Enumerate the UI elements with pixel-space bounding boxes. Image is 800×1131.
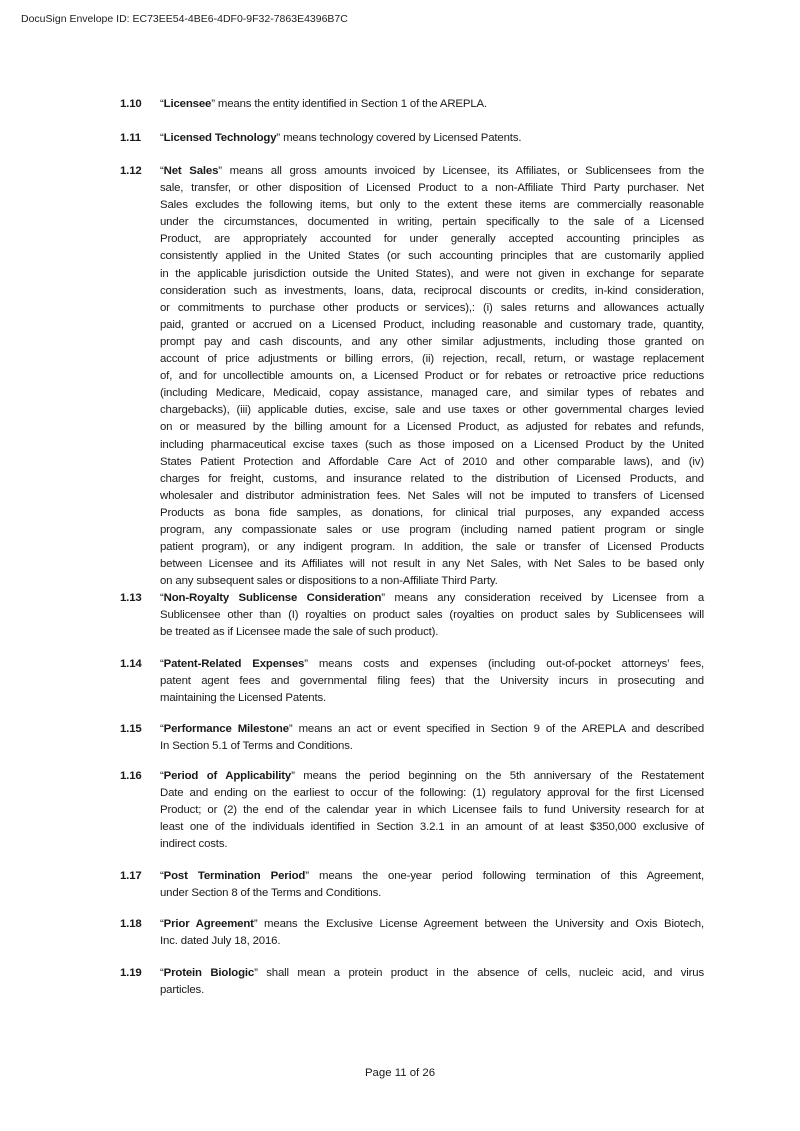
clause-text (160, 721, 704, 755)
clause-line: “Licensee” means the entity identified in Section 1 of the AREPLA. (160, 98, 487, 110)
clause-line: patient program), or any indigent program. In addition, the sale or transfer of Licensed Products (160, 541, 704, 554)
defined-term: Protein Biologic (163, 967, 255, 979)
clause-text (160, 916, 704, 950)
clause-line: be treated as if Licensee made the sale of such product). (160, 626, 439, 639)
clause-number: 1.11 (120, 132, 141, 144)
clause-number: 1.13 (120, 592, 142, 604)
clause-number: 1.16 (120, 770, 142, 782)
clause-line: “Licensed Technology” means technology covered by Licensed Patents. (160, 132, 522, 144)
clause-line: “Period of Applicability” means the period beginning on the 5th anniversary of the Restatement (160, 770, 705, 782)
defined-term: Prior Agreement (163, 918, 254, 930)
clause-line: (including Medicare, Medicaid, copay assistance, managed care, and similar types of rebates and (160, 387, 704, 400)
clause-number: 1.18 (120, 918, 142, 930)
clause-line: on or measured by the billing amount for a Licensed Product, as adjusted for rebates and refunds, (160, 421, 704, 434)
defined-term: Licensed Technology (163, 132, 277, 144)
defined-term: Non-Royalty Sublicense Consideration (163, 592, 382, 604)
defined-term: Post Termination Period (163, 870, 306, 882)
clause-line: Date and ending on the earliest to occur of the following: (1) regulatory approval for the first Licensed (160, 787, 704, 800)
clause-line: maintaining the Licensed Patents. (160, 692, 327, 705)
clause-line: “Net Sales” means all gross amounts invoiced by Licensee, its Affiliates, or Sublicensees from the (160, 165, 705, 177)
clause-number: 1.12 (120, 165, 142, 177)
clause-line: consideration such as investments, loans, data, reciprocal discounts or credits, in-kind consideration, (160, 284, 704, 297)
clause-line: wholesaler and distributor administration fees. Net Sales will not be imputed to transfers of Licensed (160, 489, 704, 502)
clause-line: paid, granted or accrued on a Licensed Product, including reasonable and customary trade, quantity, (160, 318, 704, 331)
clause-text (160, 590, 704, 641)
clause-line: “Performance Milestone” means an act or event specified in Section 9 of the AREPLA and described (160, 723, 705, 735)
clause-number: 1.15 (120, 723, 142, 735)
clause-line: in the applicable jurisdiction outside the United States), and were not given in exchange for separate (160, 267, 704, 280)
defined-term: Net Sales (163, 165, 219, 177)
clause-line: between Licensee and its Affiliates will not result in any Net Sales, with Net Sales to be based only (160, 558, 704, 571)
defined-term: Period of Applicability (163, 770, 292, 782)
clause-line: patent agent fees and governmental filing fees) that the University incurs in prosecuting and (160, 675, 704, 688)
clause-line: “Post Termination Period” means the one-year period following termination of this Agreement, (160, 870, 704, 882)
clause-line: least one of the individuals identified in Section 3.2.1 in an amount of at least $350,000 exclusive of (160, 821, 704, 834)
clause-line: Products as bona fide samples, as donations, for clinical trial purposes, any expanded access (160, 506, 704, 519)
clause-line: consistently applied in the United States (or such accounting principles that are customarily applied (160, 250, 704, 263)
clause-line: on any subsequent sales or dispositions to a non-Affiliate Third Party. (160, 575, 498, 588)
clause-text (160, 163, 704, 590)
clause-line: Inc. dated July 18, 2016. (160, 935, 281, 948)
clause-number: 1.17 (120, 870, 142, 882)
clause-line: “Patent-Related Expenses” means costs and expenses (including out-of-pocket attorneys’ fees, (160, 658, 705, 670)
clause-line: chargebacks), (iii) applicable duties, excise, sale and use taxes or other governmental charges levied (160, 404, 704, 417)
clause-line: program, any compassionate sales or use program (including named patient program or single (160, 523, 704, 536)
clause-number: 1.19 (120, 967, 142, 979)
clause-line: under Section 8 of the Terms and Conditions. (160, 887, 382, 900)
clause-line: “Non-Royalty Sublicense Consideration” means any consideration received by Licensee from a (160, 592, 705, 604)
clause-line: account of price adjustments or billing errors, (ii) rejection, recall, return, or wastage replacement (160, 353, 704, 366)
clause-line: Sublicensee other than (I) royalties on product sales (royalties on product sales by Sublicensees will (160, 609, 704, 622)
docusign-envelope-id: DocuSign Envelope ID: EC73EE54-4BE6-4DF0-9F32-7863E4396B7C (21, 13, 348, 25)
clause-line: of, and for uncollectible amounts on, a Licensed Product or for rebates or retroactive price reductions (160, 370, 704, 383)
clause-text (160, 868, 704, 902)
clause-line: prompt pay and cash discounts, and any other similar adjustments, including those granted on (160, 335, 704, 348)
page-number: Page 11 of 26 (364, 1067, 436, 1079)
clause-line: Product, are appropriately accounted for under generally accepted accounting principles as (160, 233, 704, 246)
defined-term: Patent-Related Expenses (163, 658, 305, 670)
clause-text (160, 96, 704, 113)
clause-line: including pharmaceutical excise taxes (such as those imposed on a Licensed Product by the United (160, 438, 704, 451)
clause-line: or commitments to purchase other products or services),: (i) sales returns and allowances actually (160, 301, 704, 314)
clause-text (160, 768, 704, 853)
clause-line: charges for freight, customs, and insurance related to the distribution of Licensed Products, and (160, 472, 704, 485)
defined-term: Performance Milestone (163, 723, 289, 735)
clause-text (160, 656, 704, 707)
clause-line: Product; or (2) the end of the calendar year in which Licensee fails to fund University research for at (160, 804, 704, 817)
clause-line: “Prior Agreement” means the Exclusive License Agreement between the University and Oxis Biotech, (160, 918, 705, 930)
defined-term: Licensee (163, 98, 212, 110)
clause-text (160, 965, 704, 999)
clause-line: Sales excludes the following items, but only to the extent these items are commercially reasonable (160, 199, 704, 212)
clause-line: “Protein Biologic” shall mean a protein product in the absence of cells, nucleic acid, and virus (160, 967, 704, 979)
clause-line: sale, transfer, or other disposition of Licensed Product to a non-Affiliate Third Party purchaser. Net (160, 182, 704, 195)
clause-line: indirect costs. (160, 838, 228, 851)
clause-line: particles. (160, 984, 205, 997)
clause-line: In Section 5.1 of Terms and Conditions. (160, 740, 353, 753)
clause-text (160, 130, 704, 147)
clause-number: 1.14 (120, 658, 142, 670)
clause-line: under the circumstances, documented in writing, pertain specifically to the sale of a Licensed (160, 216, 704, 229)
clause-number: 1.10 (120, 98, 142, 110)
clause-line: States Patient Protection and Affordable Care Act of 2010 and other comparable laws), and (iv) (160, 455, 704, 468)
